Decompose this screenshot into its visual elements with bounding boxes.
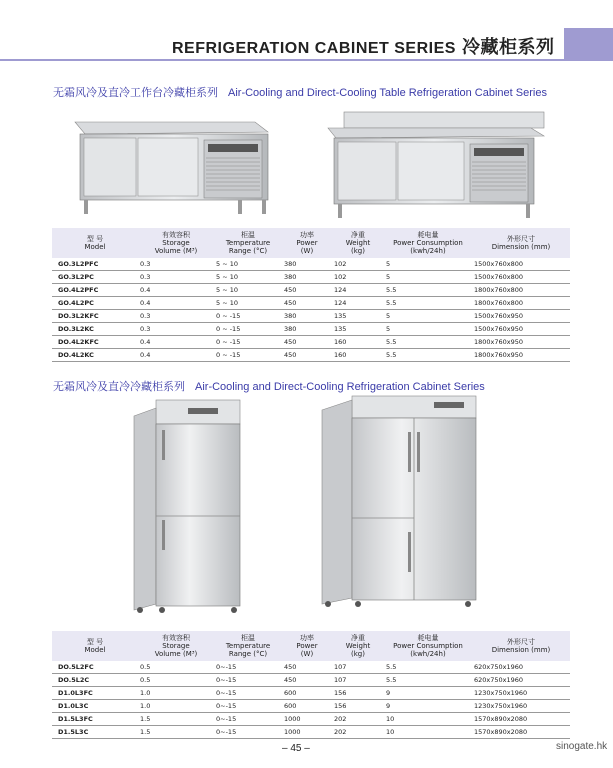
table-cabinet-photo-1	[70, 110, 270, 222]
page-number: – 45 –	[282, 743, 310, 754]
table-cell: 1800x760x800	[472, 297, 570, 310]
table-row	[52, 284, 570, 297]
table-cell: 380	[282, 271, 332, 284]
section1-title	[53, 84, 547, 100]
table-cell: 1230x750x1960	[472, 687, 570, 700]
table-cell: 450	[282, 661, 332, 674]
col-model: 型 号 Model	[84, 235, 106, 251]
table-row	[52, 323, 570, 336]
table-cell: 0.3	[138, 271, 214, 284]
table-cell: 1800x760x950	[472, 336, 570, 349]
col-weight: 净重 Weight (kg)	[345, 634, 371, 658]
table-cell: 1500x760x800	[472, 271, 570, 284]
table-row	[52, 713, 570, 726]
table-cell: 107	[332, 661, 384, 674]
table-cell: 620x750x1960	[472, 674, 570, 687]
table-cell: 0.3	[138, 258, 214, 271]
table-cell: 0.3	[138, 323, 214, 336]
model-cell: D1.5L3FC	[52, 713, 138, 726]
table-cell: 5	[384, 310, 472, 323]
table-cell: 600	[282, 687, 332, 700]
table-row	[52, 687, 570, 700]
table-row	[52, 726, 570, 739]
table-cell: 5.5	[384, 297, 472, 310]
header-rule	[0, 59, 613, 61]
table-cell: 450	[282, 349, 332, 362]
table-cell: 450	[282, 674, 332, 687]
col-weight: 净重 Weight (kg)	[345, 231, 371, 255]
table-cell: 1.5	[138, 713, 214, 726]
table-cell: 202	[332, 726, 384, 739]
table-cell: 135	[332, 323, 384, 336]
model-cell: GO.3L2PFC	[52, 258, 138, 271]
table-cell: 135	[332, 310, 384, 323]
table-cell: 0.4	[138, 284, 214, 297]
model-cell: GO.4L2PFC	[52, 284, 138, 297]
model-cell: DO.4L2KFC	[52, 336, 138, 349]
table-cell: 0.3	[138, 310, 214, 323]
table2	[52, 631, 570, 739]
table-cell: 0~-15	[214, 674, 282, 687]
table-cell: 0~-15	[214, 687, 282, 700]
upright-cabinet-photo-2	[316, 392, 486, 614]
table-cell: 102	[332, 258, 384, 271]
table-cell: 0.4	[138, 336, 214, 349]
table-cell: 156	[332, 687, 384, 700]
table-cell: 5	[384, 258, 472, 271]
table-cell: 1500x760x950	[472, 323, 570, 336]
section1-title-en: Air-Cooling and Direct-Cooling Table Refrigeration Cabinet Series	[228, 87, 547, 99]
table-row	[52, 258, 570, 271]
table-cell: 1500x760x950	[472, 310, 570, 323]
model-cell: D1.0L3C	[52, 700, 138, 713]
table-cell: 0 ~ -15	[214, 336, 282, 349]
table-cell: 1000	[282, 713, 332, 726]
table-cell: 380	[282, 310, 332, 323]
table-cell: 124	[332, 297, 384, 310]
model-cell: DO.4L2KC	[52, 349, 138, 362]
model-cell: DO.5L2FC	[52, 661, 138, 674]
page-header-title	[172, 33, 554, 59]
model-cell: DO.3L2KFC	[52, 310, 138, 323]
table-cell: 5 ~ 10	[214, 297, 282, 310]
col-dimension: 外形尺寸 Dimension (mm)	[491, 638, 551, 654]
table-row	[52, 349, 570, 362]
model-cell: DO.3L2KC	[52, 323, 138, 336]
table-cell: 156	[332, 700, 384, 713]
table-cell: 5 ~ 10	[214, 258, 282, 271]
table-cell: 620x750x1960	[472, 661, 570, 674]
table-cell: 0~-15	[214, 700, 282, 713]
table-cell: 450	[282, 284, 332, 297]
table-cell: 5.5	[384, 674, 472, 687]
table-cell: 1000	[282, 726, 332, 739]
header-accent-block	[564, 28, 613, 60]
table-cell: 5	[384, 271, 472, 284]
table-cell: 107	[332, 674, 384, 687]
table-cell: 5 ~ 10	[214, 284, 282, 297]
model-cell: D1.0L3FC	[52, 687, 138, 700]
table-row	[52, 310, 570, 323]
table-cell: 0~-15	[214, 713, 282, 726]
table-cell: 5.5	[384, 349, 472, 362]
table-cell: 5.5	[384, 336, 472, 349]
table-cell: 380	[282, 258, 332, 271]
table-cell: 124	[332, 284, 384, 297]
table-cell: 5.5	[384, 661, 472, 674]
table-cell: 9	[384, 687, 472, 700]
table-cell: 0 ~ -15	[214, 349, 282, 362]
col-model: 型 号 Model	[84, 638, 106, 654]
table-row	[52, 700, 570, 713]
table-cell: 10	[384, 726, 472, 739]
table-row	[52, 297, 570, 310]
col-consumption: 耗电量 Power Consumption (kwh/24h)	[393, 634, 463, 658]
col-power: 功率 Power (W)	[296, 231, 318, 255]
table-cell: 0~-15	[214, 661, 282, 674]
model-cell: GO.3L2PC	[52, 271, 138, 284]
table-cabinet-photo-2	[326, 110, 548, 222]
table1	[52, 228, 570, 362]
table-cell: 450	[282, 297, 332, 310]
col-temp: 柜温 Temperature Range (°C)	[225, 634, 271, 658]
table-cell: 9	[384, 700, 472, 713]
section1-title-cn: 无霜风冷及直冷工作台冷藏柜系列	[53, 87, 218, 99]
table-row	[52, 674, 570, 687]
col-consumption: 耗电量 Power Consumption (kwh/24h)	[393, 231, 463, 255]
table-cell: 0.4	[138, 349, 214, 362]
col-dimension: 外形尺寸 Dimension (mm)	[491, 235, 551, 251]
table-cell: 1570x890x2080	[472, 713, 570, 726]
table-cell: 1800x760x800	[472, 284, 570, 297]
table-row	[52, 336, 570, 349]
table-cell: 5	[384, 323, 472, 336]
table-cell: 5 ~ 10	[214, 271, 282, 284]
table-cell: 1.0	[138, 687, 214, 700]
table-cell: 1570x890x2080	[472, 726, 570, 739]
table-cell: 10	[384, 713, 472, 726]
table-cell: 160	[332, 349, 384, 362]
table-cell: 160	[332, 336, 384, 349]
table-cell: 1800x760x950	[472, 349, 570, 362]
table-cell: 1230x750x1960	[472, 700, 570, 713]
table-row	[52, 271, 570, 284]
table-cell: 0.5	[138, 674, 214, 687]
header-title-en: REFRIGERATION CABINET SERIES	[172, 40, 456, 57]
table-cell: 600	[282, 700, 332, 713]
watermark: sinogate.hk	[556, 741, 608, 752]
table-cell: 102	[332, 271, 384, 284]
model-cell: GO.4L2PC	[52, 297, 138, 310]
table-cell: 5.5	[384, 284, 472, 297]
table-cell: 202	[332, 713, 384, 726]
upright-cabinet-photo-1	[128, 398, 244, 616]
table-cell: 0~-15	[214, 726, 282, 739]
table-cell: 1500x760x800	[472, 258, 570, 271]
table-cell: 0 ~ -15	[214, 323, 282, 336]
col-power: 功率 Power (W)	[296, 634, 318, 658]
table-cell: 1.5	[138, 726, 214, 739]
table-cell: 0.4	[138, 297, 214, 310]
model-cell: D1.5L3C	[52, 726, 138, 739]
table-cell: 380	[282, 323, 332, 336]
table-cell: 0.5	[138, 661, 214, 674]
section2-title-cn: 无霜风冷及直冷冷藏柜系列	[53, 381, 185, 393]
section2-title-en: Air-Cooling and Direct-Cooling Refrigeration Cabinet Series	[195, 381, 485, 393]
col-temp: 柜温 Temperature Range (°C)	[225, 231, 271, 255]
table-row	[52, 661, 570, 674]
table-cell: 1.0	[138, 700, 214, 713]
table-cell: 450	[282, 336, 332, 349]
col-storage: 有效容积 Storage Volume (M³)	[154, 634, 198, 658]
table-cell: 0 ~ -15	[214, 310, 282, 323]
col-storage: 有效容积 Storage Volume (M³)	[154, 231, 198, 255]
header-title-cn: 冷藏柜系列	[461, 37, 555, 57]
model-cell: DO.5L2C	[52, 674, 138, 687]
